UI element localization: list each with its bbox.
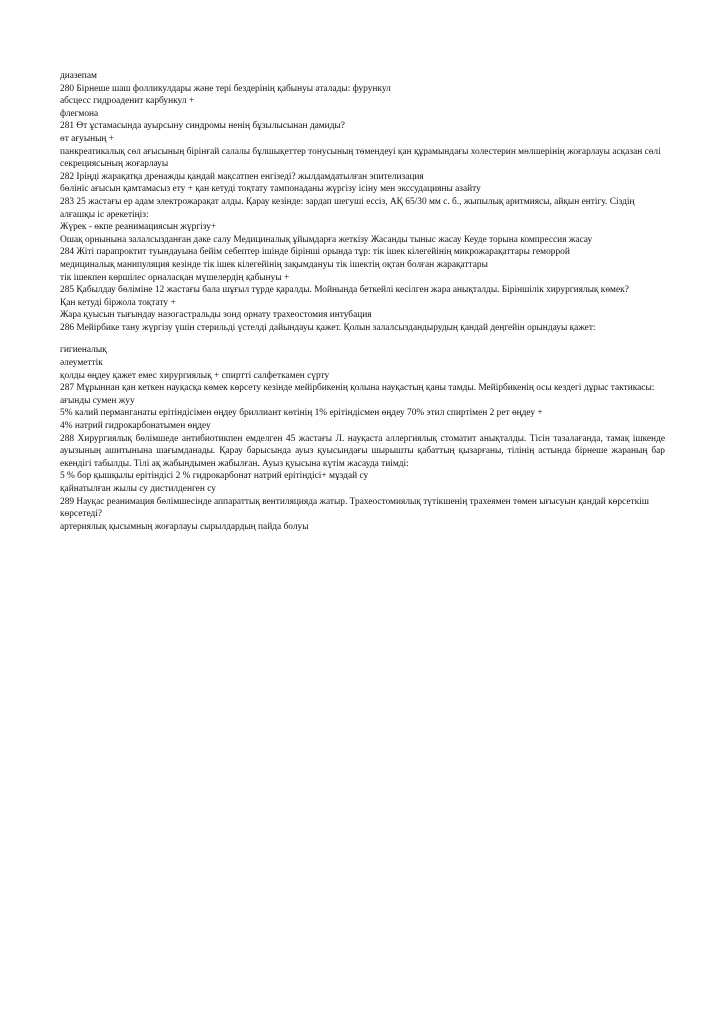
text-line: артериялық қысымның жоғарлауы сырылдардың пайда болуы [60,521,309,532]
text-line: 282 Іріңді жарақатқа дренажды қандай мақсатпен енгізеді? жылдамдатылған эпителизация [60,171,424,182]
text-line: абсцесс гидроаденит карбункул + [60,96,195,107]
document-body [60,70,665,533]
text-line: ағынды сумен жуу [60,395,135,406]
text-line: қолды өңдеу қажет емес хирургиялық + спиртті салфеткамен сүрту [60,370,330,381]
text-line: 287 Мұрыннан қан кеткен науқасқа көмек көрсету кезінде мейірбикенің қолына науқастың қаны тамды. Мейірбикенің осы кездегі дұрыс тактикасы: [60,383,655,394]
text-line: 289 Науқас реанимация бөлімшесінде аппараттық вентиляцияда жатыр. Трахеостомиялық түтікшенің трахеямен төмен ығысуын қандай көрсеткіш көрсетеді? [60,496,649,520]
text-line: флегмона [60,108,99,119]
text-line: 4% натрий гидрокарбонатымен өңдеу [60,421,211,432]
text-line: өт ағуының + [60,133,115,144]
text-line: медициналық манипуляция кезінде тік ішек кілегейінің зақымдануы тік ішектің оқтан болған жарақаттары [60,259,488,270]
text-line: бөлініс ағысын қамтамасыз ету + қан кетуді тоқтату тампонаданы жүргізу ісіну мен экссудацияны азайту [60,184,481,195]
text-line: 286 Мейірбике тану жүргізу үшін стерильді үстелді дайындауы қажет. Қолын залалсыздандырудың қандай деңгейін орындауы қажет: [60,322,596,333]
text-line: 285 Қабылдау бөліміне 12 жастағы бала шұғыл түрде қаралды. Мойнында беткейлі кесілген жара анықталды. Біріншілік хирургиялық көмек? [60,285,629,296]
text-line: панкреатикалық сөл ағысының бірінғай салалы бұлшықеттер тонусының төмендеуі қан құрамындағы холестерин мөлшерінің жоғарлауы асқазан сөлі секрециясының жоғарлауы [60,146,661,170]
text-line: диазепам [60,71,97,81]
text-line: әлеуметтік [60,358,103,369]
text-line: 284 Жіті парапроктит туындауына бейім себептер ішінде бірінші орында тұр: тік ішек кілегейінің микрожарақаттары геморрой [60,247,570,258]
text-line: 280 Бірнеше шаш фолликулдары және тері бездерінің қабынуы аталады: фурункул [60,83,391,94]
text-line: 5% калий перманганаты ерітіндісімен өңдеу бриллиант көтінің 1% ерітіндісмен өңдеу 70% этил спиртімен 2 рет өңдеу + [60,408,543,419]
text-line: Қан кетуді біржола тоқтату + [60,297,176,308]
text-line: Жара қуысын тығындау назогастральды зонд орнату трахеостомия интубация [60,310,372,321]
text-line: тік ішекпен көршілес орналасқан мүшелердің қабынуы + [60,272,290,283]
text-line: 288 Хирургиялық бөлімшеде антибиотикпен емделген 45 жастағы Л. науқаста аллергиялық стоматит анықталды. Тісін тазалағанда, тамақ ішкенде ауызының ашитынына шағымданады. Қарау барысында ауыз қуысындағы шырышты қабаттың қызарғаны, тілінің астында бірнеше жараның бар екендігі табылды. Тілі ақ жабындымен жабылған. Ауыз қуысына күтім жасауда тиімді: [60,433,665,469]
text-line: гигиеналық [60,345,107,356]
text-line: 5 % бор қышқылы ерітіндісі 2 % гидрокарбонат натрий ерітіндісі+ мұздай су [60,471,369,482]
text-line: 283 25 жастағы ер адам электрожарақат алды. Қарау кезінде: зардап шегуші ессіз, АҚ 65/30 мм с. б., жыпылық аритмиясы, айқын ентігу. Сіздің алғашқы іс әрекетіңіз: [60,196,635,220]
text-line: қайнатылған жылы су дистилденген су [60,484,216,494]
text-line: Жүрек - өкпе реанимациясын жүргізу+ [60,222,217,233]
text-line: 281 Өт ұстамасында ауырсыну синдромы ненің бұзылысынан дамиды? [60,121,345,132]
spacer [60,334,665,344]
text-line: Ошақ орнынына залалсызданған дәке салу Медициналық ұйымдарға жеткізу Жасанды тыныс жасау Кеуде торына компрессия жасау [60,234,593,245]
